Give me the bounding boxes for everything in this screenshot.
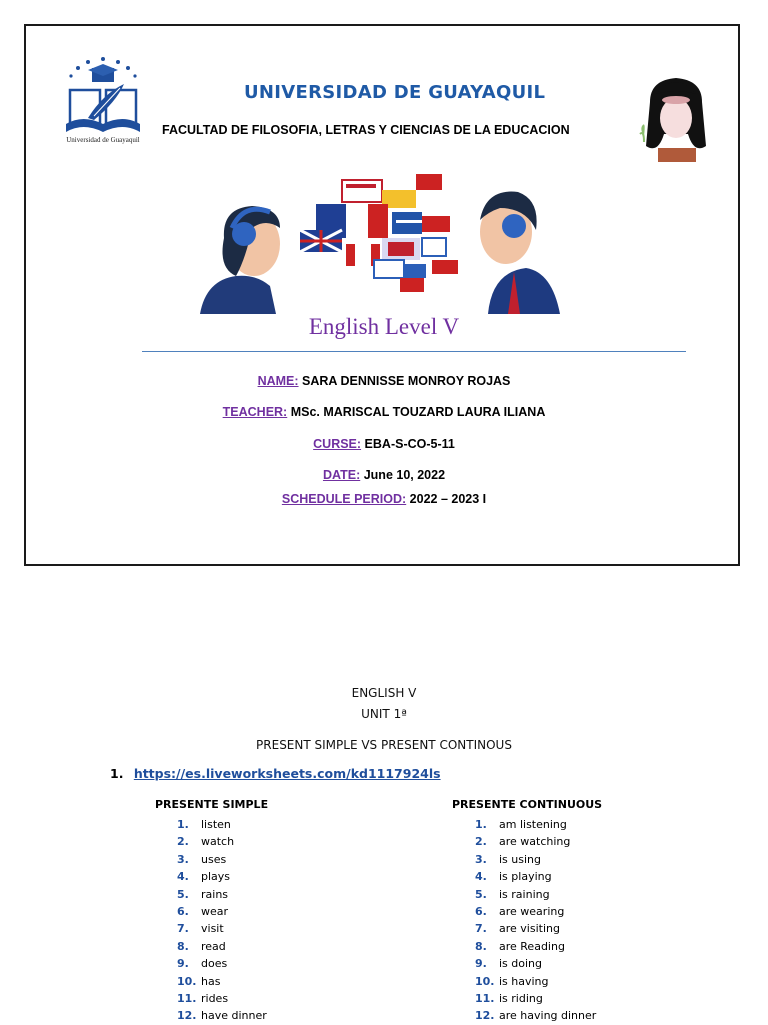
present-continuous-list: [475, 816, 596, 1025]
liveworksheets-link[interactable]: https://es.liveworksheets.com/kd1117924ls: [133, 766, 441, 781]
present-simple-item: [177, 833, 267, 850]
worksheet-heading: ENGLISH V: [351, 686, 417, 700]
verb-form: are Reading: [499, 939, 565, 953]
list-number: 4.: [177, 870, 189, 884]
list-number: 9.: [177, 957, 189, 971]
present-continuous-header: PRESENTE CONTINUOUS: [452, 798, 603, 811]
present-continuous-item: [475, 903, 596, 920]
verb-form: rains: [201, 887, 229, 901]
verb-form: am listening: [499, 818, 567, 831]
present-simple-item: [177, 990, 267, 1007]
present-simple-item: [177, 903, 267, 920]
list-number: 4.: [475, 870, 487, 884]
list-number: 10.: [177, 974, 197, 988]
language-exchange-illustration: [196, 168, 564, 316]
present-continuous-item: [475, 833, 596, 850]
list-number: 7.: [177, 922, 189, 936]
date-value: June 10, 2022: [363, 468, 446, 482]
name-line: [0, 374, 768, 388]
list-number: 1.: [475, 818, 487, 831]
present-continuous-item: [475, 990, 596, 1007]
list-number: 2.: [177, 835, 189, 849]
topic-title: PRESENT SIMPLE VS PRESENT CONTINOUS: [256, 738, 512, 752]
verb-form: are watching: [499, 835, 571, 849]
unit-label: UNIT 1ª: [361, 707, 407, 721]
verb-form: are having dinner: [499, 1009, 597, 1023]
date-line: [0, 468, 768, 482]
list-number: 6.: [177, 904, 189, 918]
list-number: 8.: [475, 939, 487, 953]
schedule-period-line: [0, 492, 768, 506]
list-number: 11.: [475, 991, 495, 1005]
curse-value: EBA-S-CO-5-11: [364, 437, 455, 451]
verb-form: is having: [499, 974, 549, 988]
verb-form: listen: [201, 818, 231, 831]
present-simple-item: [177, 938, 267, 955]
name-value: SARA DENNISSE MONROY ROJAS: [302, 374, 511, 388]
verb-form: watch: [201, 835, 235, 849]
verb-form: are visiting: [499, 922, 560, 936]
present-simple-item: [177, 955, 267, 972]
list-number: 9.: [475, 957, 487, 971]
present-continuous-item: [475, 868, 596, 885]
date-label: DATE:: [322, 468, 361, 482]
teacher-line: [0, 405, 768, 419]
verb-form: has: [201, 974, 221, 988]
curse-label: CURSE:: [313, 437, 362, 451]
verb-form: uses: [201, 852, 227, 866]
verb-form: have dinner: [201, 1009, 267, 1023]
present-simple-header: PRESENTE SIMPLE: [155, 798, 269, 811]
verb-form: wear: [201, 904, 229, 918]
list-number: 10.: [475, 974, 495, 988]
present-continuous-item: [475, 938, 596, 955]
curse-line: [0, 437, 768, 451]
logo-caption: Universidad de Guayaquil: [66, 136, 140, 144]
present-continuous-item: [475, 851, 596, 868]
verb-form: read: [201, 939, 226, 953]
list-number: 5.: [177, 887, 189, 901]
verb-form: is riding: [499, 991, 543, 1005]
present-simple-item: [177, 851, 267, 868]
present-continuous-item: [475, 886, 596, 903]
course-level-title: English Level V: [308, 314, 460, 339]
title-divider: [142, 351, 686, 352]
teacher-label: TEACHER:: [222, 405, 288, 419]
present-continuous-item: [475, 1007, 596, 1024]
present-simple-item: [177, 886, 267, 903]
verb-form: visit: [201, 922, 224, 936]
list-number: 5.: [475, 887, 487, 901]
list-number: 3.: [177, 852, 189, 866]
exercise-link-row: [110, 766, 441, 781]
present-continuous-item: [475, 955, 596, 972]
present-continuous-item: [475, 920, 596, 937]
list-number: 11.: [177, 991, 197, 1005]
verb-form: are wearing: [499, 904, 565, 918]
present-simple-item: [177, 816, 267, 833]
teacher-value: MSc. MARISCAL TOUZARD LAURA ILIANA: [290, 405, 546, 419]
name-label: NAME:: [257, 374, 299, 388]
list-number: 7.: [475, 922, 487, 936]
list-number: 3.: [475, 852, 487, 866]
faculty-emblem: [634, 64, 718, 164]
present-simple-list: [177, 816, 267, 1025]
university-logo: [58, 54, 148, 146]
list-number: 1.: [177, 818, 189, 831]
verb-form: plays: [201, 870, 231, 884]
schedule-period-value: 2022 – 2023 I: [409, 492, 487, 506]
present-simple-item: [177, 1007, 267, 1024]
present-simple-item: [177, 973, 267, 990]
verb-form: rides: [201, 991, 229, 1005]
exercise-number: 1.: [110, 766, 124, 781]
list-number: 6.: [475, 904, 487, 918]
present-simple-item: [177, 868, 267, 885]
list-number: 2.: [475, 835, 487, 849]
list-number: 8.: [177, 939, 189, 953]
present-continuous-item: [475, 816, 596, 833]
list-number: 12.: [475, 1009, 495, 1023]
present-simple-item: [177, 920, 267, 937]
verb-form: is raining: [499, 887, 550, 901]
present-continuous-item: [475, 973, 596, 990]
verb-form: is using: [499, 852, 541, 866]
university-title: UNIVERSIDAD DE GUAYAQUIL: [244, 82, 546, 103]
verb-form: does: [201, 957, 228, 971]
verb-form: is playing: [499, 870, 552, 884]
verb-form: is doing: [499, 957, 543, 971]
schedule-period-label: SCHEDULE PERIOD:: [281, 492, 407, 506]
faculty-name: FACULTAD DE FILOSOFIA, LETRAS Y CIENCIAS DE LA EDUCACION: [162, 123, 570, 137]
list-number: 12.: [177, 1009, 197, 1023]
